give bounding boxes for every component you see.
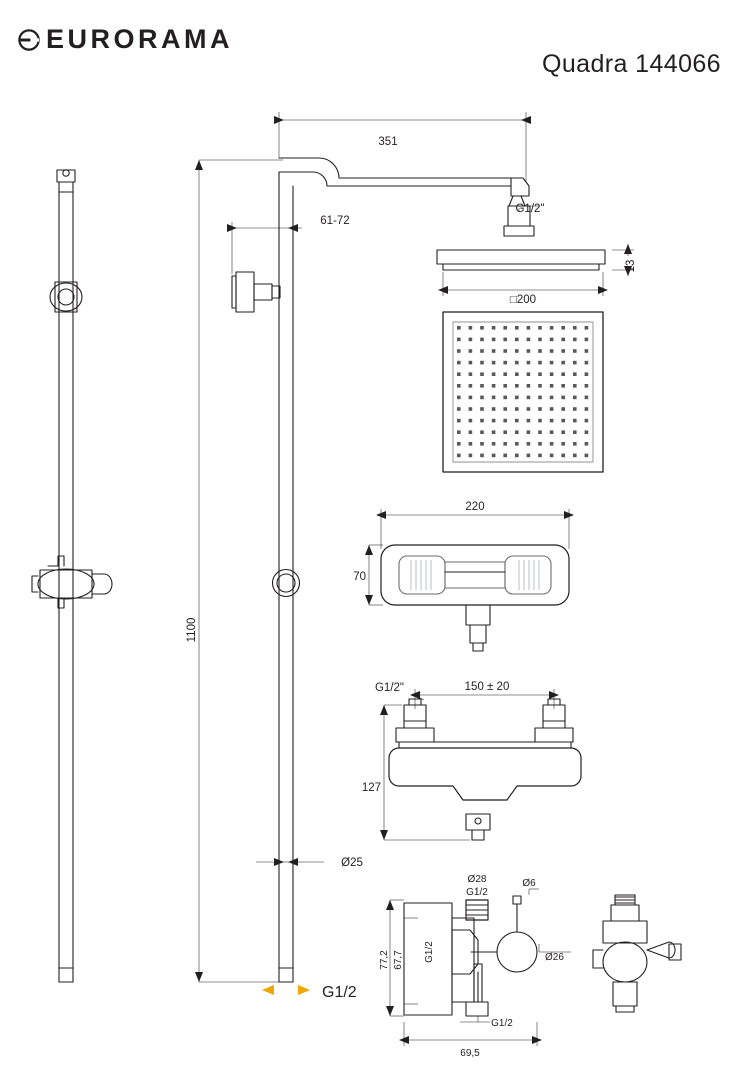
dim-bath-mixer-thread: G1/2" bbox=[374, 682, 404, 694]
brand-name: EURORAMA bbox=[46, 24, 233, 54]
dim-diverter-h2: 67,7 bbox=[393, 950, 404, 970]
dim-diverter-width: 69,5 bbox=[460, 1048, 480, 1059]
dim-diverter-side-thread: G1/2 bbox=[424, 941, 435, 963]
dim-tube-diameter: Ø25 bbox=[341, 857, 363, 869]
dim-diverter-h1: 77,2 bbox=[379, 950, 390, 970]
model-title: Quadra 144066 bbox=[542, 50, 721, 78]
dim-diverter-bottom-thread: G1/2 bbox=[491, 1018, 513, 1029]
dim-inlet-thread-top: G1/2" bbox=[515, 203, 545, 215]
dim-diverter-outer: Ø28 bbox=[467, 874, 487, 885]
dim-bath-mixer-center: 150 ± 20 bbox=[464, 681, 510, 693]
dim-diverter-pin: Ø6 bbox=[522, 878, 536, 889]
dim-bath-mixer-height: 127 bbox=[361, 782, 381, 794]
dim-head-thickness: 13 bbox=[625, 259, 637, 273]
dim-diverter-body: Ø26 bbox=[545, 952, 564, 963]
dim-head-size: □200 bbox=[509, 294, 537, 306]
dim-arm-length: 351 bbox=[378, 136, 398, 148]
dim-diverter-thread-top: G1/2 bbox=[466, 887, 488, 898]
dim-bracket-range: 61-72 bbox=[320, 215, 350, 227]
dim-mixer-height: 70 bbox=[353, 571, 366, 583]
dim-bottom-thread: G1/2 bbox=[322, 984, 357, 1001]
dim-column-height: 1100 bbox=[186, 617, 198, 643]
dim-mixer-width: 220 bbox=[465, 501, 485, 513]
